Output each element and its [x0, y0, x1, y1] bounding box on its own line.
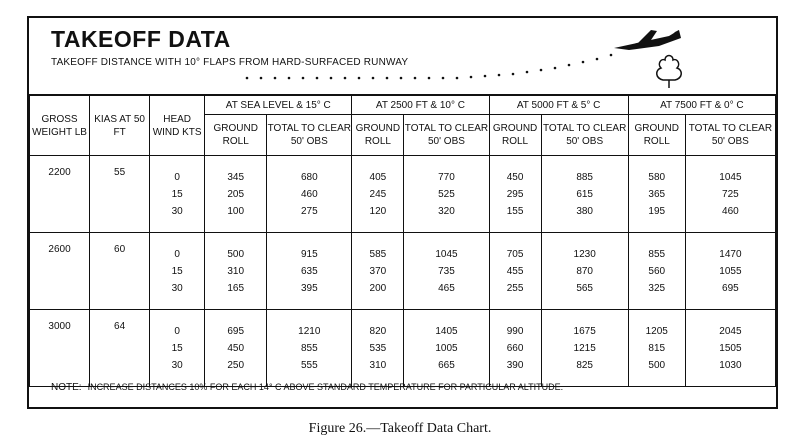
ground-roll-cell: [205, 156, 267, 233]
group-header-sea-level: AT SEA LEVEL & 15° C: [205, 95, 352, 115]
takeoff-table: [29, 94, 776, 387]
value: 1405: [435, 325, 458, 337]
value: 2045: [719, 325, 742, 337]
total-to-clear-header: TOTAL TO CLEAR 50' OBS: [541, 115, 628, 156]
ground-roll-cell: [489, 156, 541, 233]
chart-subtitle: TAKEOFF DISTANCE WITH 10° FLAPS FROM HARD-SURFACED RUNWAY: [51, 57, 409, 68]
total-to-clear-cell: [541, 310, 628, 387]
value: 585: [369, 248, 387, 260]
value: 465: [438, 282, 455, 294]
value: 325: [648, 282, 666, 294]
value: 395: [300, 282, 318, 294]
value: 310: [369, 359, 387, 371]
value: 0: [174, 171, 180, 183]
total-to-clear-cell: [685, 156, 775, 233]
value: 345: [227, 171, 245, 183]
airplane-icon: [614, 30, 681, 50]
value: 820: [369, 325, 387, 337]
value: 250: [227, 359, 245, 371]
table-row: [30, 310, 776, 387]
note-text: INCREASE DISTANCES 10% FOR EACH 14° C ABOVE STANDARD TEMPERATURE FOR PARTICULAR ALTITUDE.: [87, 382, 564, 392]
value: 405: [369, 171, 387, 183]
ground-roll-cell: [352, 233, 404, 310]
gross-weight-cell: 2200: [30, 156, 90, 233]
value: 460: [722, 205, 739, 217]
kias-cell: 64: [90, 310, 150, 387]
head-wind-cell: [150, 156, 205, 233]
value: 460: [300, 188, 318, 200]
value: 725: [722, 188, 739, 200]
value: 100: [227, 205, 245, 217]
value: 1210: [298, 325, 321, 337]
table-row: [30, 156, 776, 233]
value: 565: [576, 282, 593, 294]
value: 635: [300, 265, 318, 277]
value: 535: [369, 342, 387, 354]
gross-weight-header: GROSS WEIGHT LB: [30, 95, 90, 156]
value: 380: [576, 205, 593, 217]
total-to-clear-cell: [404, 233, 489, 310]
total-to-clear-header: TOTAL TO CLEAR 50' OBS: [267, 115, 352, 156]
total-to-clear-cell: [404, 310, 489, 387]
value: 1030: [719, 359, 742, 371]
value: 1055: [719, 265, 742, 277]
value: 885: [576, 171, 593, 183]
value: 1505: [719, 342, 742, 354]
table-row: [30, 233, 776, 310]
value: 1005: [435, 342, 458, 354]
value: 450: [227, 342, 245, 354]
value: 660: [506, 342, 524, 354]
value: 320: [438, 205, 455, 217]
value: 365: [648, 188, 666, 200]
value: 695: [227, 325, 245, 337]
value: 390: [506, 359, 524, 371]
gross-weight-cell: 3000: [30, 310, 90, 387]
ground-roll-header: GROUND ROLL: [628, 115, 685, 156]
total-to-clear-cell: [267, 156, 352, 233]
dotted-flight-path: [246, 54, 613, 80]
ground-roll-cell: [352, 156, 404, 233]
total-to-clear-header: TOTAL TO CLEAR 50' OBS: [685, 115, 775, 156]
value: 155: [506, 205, 524, 217]
value: 825: [576, 359, 593, 371]
value: 0: [174, 248, 180, 260]
value: 450: [506, 171, 524, 183]
value: 500: [648, 359, 666, 371]
value: 15: [171, 265, 183, 277]
value: 255: [506, 282, 524, 294]
value: 665: [438, 359, 455, 371]
ground-roll-cell: [205, 233, 267, 310]
value: 680: [300, 171, 318, 183]
value: 205: [227, 188, 245, 200]
ground-roll-header: GROUND ROLL: [352, 115, 404, 156]
kias-cell: 60: [90, 233, 150, 310]
value: 500: [227, 248, 245, 260]
total-to-clear-cell: [685, 233, 775, 310]
value: 200: [369, 282, 387, 294]
value: 165: [227, 282, 245, 294]
kias-header: KIAS AT 50 FT: [90, 95, 150, 156]
value: 15: [171, 342, 183, 354]
value: 705: [506, 248, 524, 260]
ground-roll-cell: [489, 310, 541, 387]
value: 275: [300, 205, 318, 217]
value: 30: [171, 359, 183, 371]
value: 1045: [435, 248, 458, 260]
value: 1215: [573, 342, 596, 354]
gross-weight-cell: 2600: [30, 233, 90, 310]
ground-roll-cell: [628, 156, 685, 233]
value: 15: [171, 188, 183, 200]
temperature-note: [51, 382, 563, 393]
ground-roll-cell: [628, 233, 685, 310]
value: 580: [648, 171, 666, 183]
group-header-5000ft: AT 5000 FT & 5° C: [489, 95, 628, 115]
value: 30: [171, 205, 183, 217]
head-wind-header: HEAD WIND KTS: [150, 95, 205, 156]
value: 525: [438, 188, 455, 200]
ground-roll-header: GROUND ROLL: [205, 115, 267, 156]
value: 1205: [645, 325, 668, 337]
value: 870: [576, 265, 593, 277]
value: 245: [369, 188, 387, 200]
value: 1675: [573, 325, 596, 337]
head-wind-cell: [150, 310, 205, 387]
value: 815: [648, 342, 666, 354]
head-wind-cell: [150, 233, 205, 310]
ground-roll-header: GROUND ROLL: [489, 115, 541, 156]
figure-caption: Figure 26.—Takeoff Data Chart.: [308, 421, 492, 436]
value: 1045: [719, 171, 742, 183]
chart-title: TAKEOFF DATA: [51, 26, 231, 52]
total-to-clear-cell: [267, 310, 352, 387]
value: 455: [506, 265, 524, 277]
note-label: NOTE:: [51, 382, 82, 393]
value: 855: [648, 248, 666, 260]
value: 695: [722, 282, 739, 294]
value: 0: [174, 325, 180, 337]
value: 615: [576, 188, 593, 200]
value: 735: [438, 265, 455, 277]
value: 990: [506, 325, 524, 337]
value: 770: [438, 171, 455, 183]
value: 30: [171, 282, 183, 294]
total-to-clear-cell: [685, 310, 775, 387]
value: 915: [300, 248, 318, 260]
total-to-clear-cell: [541, 233, 628, 310]
total-to-clear-cell: [541, 156, 628, 233]
value: 370: [369, 265, 387, 277]
value: 295: [506, 188, 524, 200]
tree-icon: [657, 56, 682, 89]
ground-roll-cell: [352, 310, 404, 387]
takeoff-data-chart: [27, 16, 778, 409]
group-header-2500ft: AT 2500 FT & 10° C: [352, 95, 489, 115]
ground-roll-cell: [205, 310, 267, 387]
ground-roll-cell: [489, 233, 541, 310]
value: 120: [369, 205, 387, 217]
value: 555: [300, 359, 318, 371]
value: 310: [227, 265, 245, 277]
value: 195: [648, 205, 666, 217]
value: 855: [300, 342, 318, 354]
total-to-clear-cell: [404, 156, 489, 233]
kias-cell: 55: [90, 156, 150, 233]
total-to-clear-cell: [267, 233, 352, 310]
total-to-clear-header: TOTAL TO CLEAR 50' OBS: [404, 115, 489, 156]
value: 560: [648, 265, 666, 277]
value: 1230: [573, 248, 596, 260]
value: 1470: [719, 248, 742, 260]
airplane-takeoff-illustration: [29, 18, 776, 94]
ground-roll-cell: [628, 310, 685, 387]
group-header-7500ft: AT 7500 FT & 0° C: [628, 95, 775, 115]
